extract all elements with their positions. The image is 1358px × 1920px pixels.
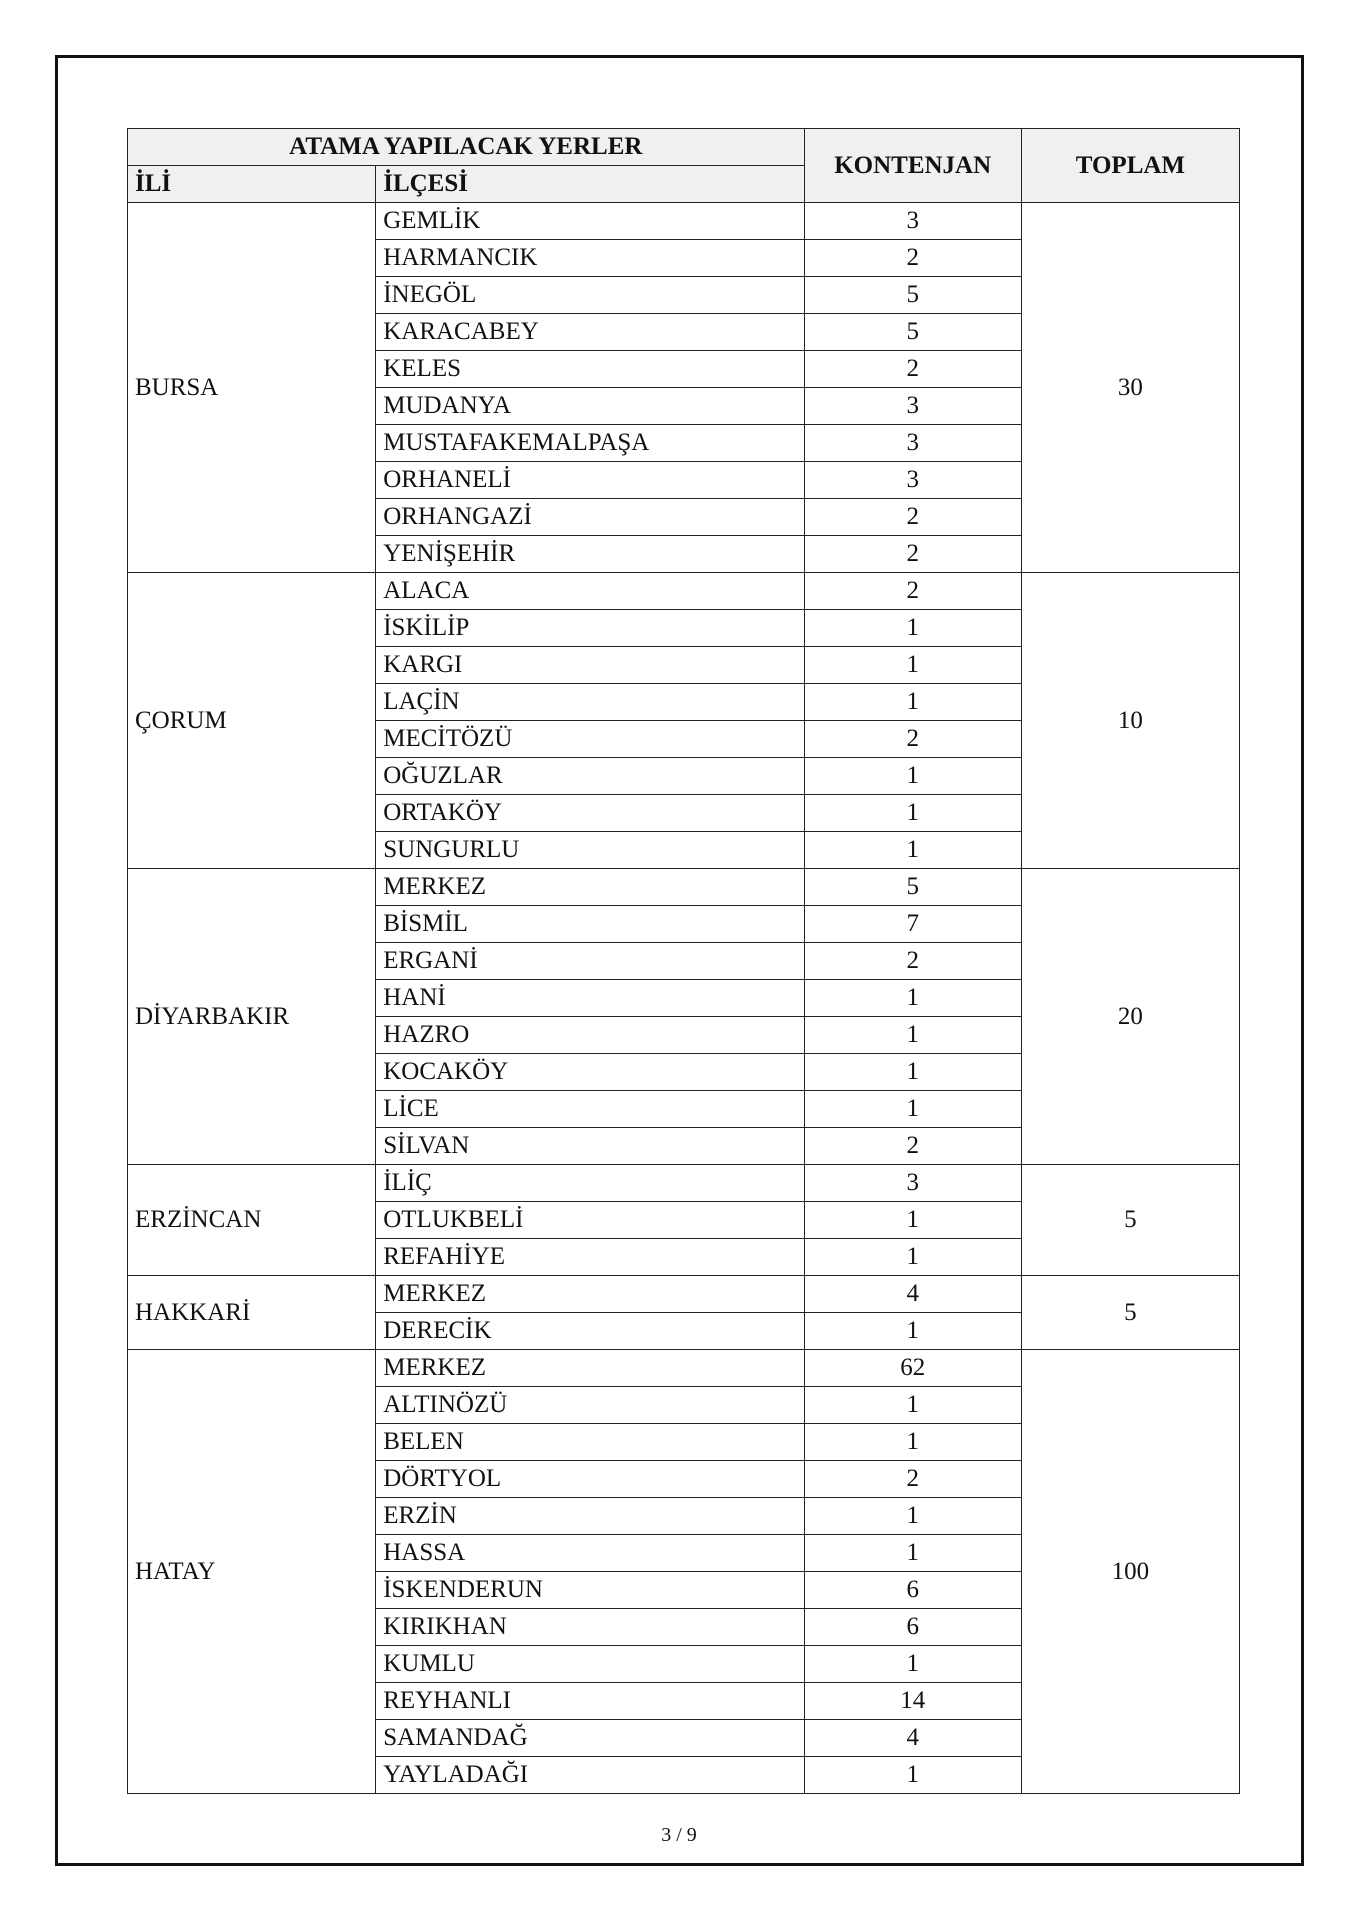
district-quota: 6 [804,1609,1021,1646]
district-quota: 2 [804,721,1021,758]
district-quota: 1 [804,795,1021,832]
district-quota: 1 [804,1091,1021,1128]
district-quota: 4 [804,1276,1021,1313]
district-quota: 2 [804,1128,1021,1165]
district-name: YAYLADAĞI [376,1757,804,1794]
district-name: KUMLU [376,1646,804,1683]
district-name: HANİ [376,980,804,1017]
district-name: İSKENDERUN [376,1572,804,1609]
district-quota: 2 [804,943,1021,980]
district-quota: 1 [804,647,1021,684]
district-name: KOCAKÖY [376,1054,804,1091]
province-total: 5 [1021,1276,1239,1350]
district-quota: 1 [804,758,1021,795]
table-header [128,129,1240,203]
district-quota: 1 [804,832,1021,869]
district-quota: 1 [804,1017,1021,1054]
district-name: HARMANCIK [376,240,804,277]
district-name: KIRIKHAN [376,1609,804,1646]
district-quota: 3 [804,462,1021,499]
district-quota: 1 [804,1313,1021,1350]
district-name: OTLUKBELİ [376,1202,804,1239]
district-quota: 7 [804,906,1021,943]
district-quota: 6 [804,1572,1021,1609]
district-quota: 1 [804,1239,1021,1276]
district-quota: 2 [804,499,1021,536]
province-name: HAKKARİ [128,1276,376,1350]
district-name: DÖRTYOL [376,1461,804,1498]
district-name: SİLVAN [376,1128,804,1165]
district-quota: 3 [804,388,1021,425]
district-name: REYHANLI [376,1683,804,1720]
province-name: BURSA [128,203,376,573]
district-quota: 1 [804,1498,1021,1535]
province-name: ERZİNCAN [128,1165,376,1276]
district-quota: 1 [804,1054,1021,1091]
district-name: LAÇİN [376,684,804,721]
province-name: ÇORUM [128,573,376,869]
district-name: ERGANİ [376,943,804,980]
table-row [128,203,1240,240]
district-quota: 5 [804,869,1021,906]
district-name: MUSTAFAKEMALPAŞA [376,425,804,462]
province-name: HATAY [128,1350,376,1794]
table-row [128,1350,1240,1387]
district-name: SUNGURLU [376,832,804,869]
district-quota: 3 [804,203,1021,240]
table-row [128,573,1240,610]
district-quota: 1 [804,1424,1021,1461]
district-name: HAZRO [376,1017,804,1054]
table-row [128,1165,1240,1202]
district-quota: 1 [804,1535,1021,1572]
province-total: 30 [1021,203,1239,573]
district-name: İLİÇ [376,1165,804,1202]
district-quota: 2 [804,573,1021,610]
district-quota: 2 [804,536,1021,573]
district-quota: 1 [804,1757,1021,1794]
header-il: İLİ [128,166,376,203]
district-name: YENİŞEHİR [376,536,804,573]
district-quota: 2 [804,1461,1021,1498]
district-name: ALACA [376,573,804,610]
district-quota: 1 [804,1202,1021,1239]
province-total: 10 [1021,573,1239,869]
district-quota: 2 [804,351,1021,388]
district-quota: 1 [804,1646,1021,1683]
district-quota: 3 [804,425,1021,462]
district-quota: 3 [804,1165,1021,1202]
district-name: İSKİLİP [376,610,804,647]
district-name: SAMANDAĞ [376,1720,804,1757]
district-quota: 1 [804,684,1021,721]
district-name: ERZİN [376,1498,804,1535]
header-group-title: ATAMA YAPILACAK YERLER [128,129,805,166]
province-name: DİYARBAKIR [128,869,376,1165]
district-name: BİSMİL [376,906,804,943]
header-ilce: İLÇESİ [376,166,804,203]
district-quota: 62 [804,1350,1021,1387]
province-total: 20 [1021,869,1239,1165]
district-name: LİCE [376,1091,804,1128]
district-quota: 5 [804,314,1021,351]
district-name: ORHANELİ [376,462,804,499]
table-body [128,203,1240,1794]
district-name: BELEN [376,1424,804,1461]
table-row [128,869,1240,906]
district-name: MUDANYA [376,388,804,425]
district-name: ORHANGAZİ [376,499,804,536]
header-kontenjan: KONTENJAN [804,129,1021,203]
district-name: KARACABEY [376,314,804,351]
district-name: MERKEZ [376,1350,804,1387]
district-quota: 2 [804,240,1021,277]
district-name: DERECİK [376,1313,804,1350]
province-total: 100 [1021,1350,1239,1794]
district-name: İNEGÖL [376,277,804,314]
assignment-table [127,128,1240,1794]
table-row [128,1276,1240,1313]
district-quota: 1 [804,610,1021,647]
header-toplam: TOPLAM [1021,129,1239,203]
district-quota: 4 [804,1720,1021,1757]
district-quota: 1 [804,1387,1021,1424]
district-name: HASSA [376,1535,804,1572]
district-name: KELES [376,351,804,388]
district-quota: 5 [804,277,1021,314]
district-quota: 1 [804,980,1021,1017]
district-name: OĞUZLAR [376,758,804,795]
district-name: ORTAKÖY [376,795,804,832]
district-name: KARGI [376,647,804,684]
district-quota: 14 [804,1683,1021,1720]
page-number: 3 / 9 [661,1824,697,1846]
district-name: MERKEZ [376,1276,804,1313]
district-name: ALTINÖZÜ [376,1387,804,1424]
province-total: 5 [1021,1165,1239,1276]
district-name: GEMLİK [376,203,804,240]
district-name: MECİTÖZÜ [376,721,804,758]
district-name: REFAHİYE [376,1239,804,1276]
district-name: MERKEZ [376,869,804,906]
